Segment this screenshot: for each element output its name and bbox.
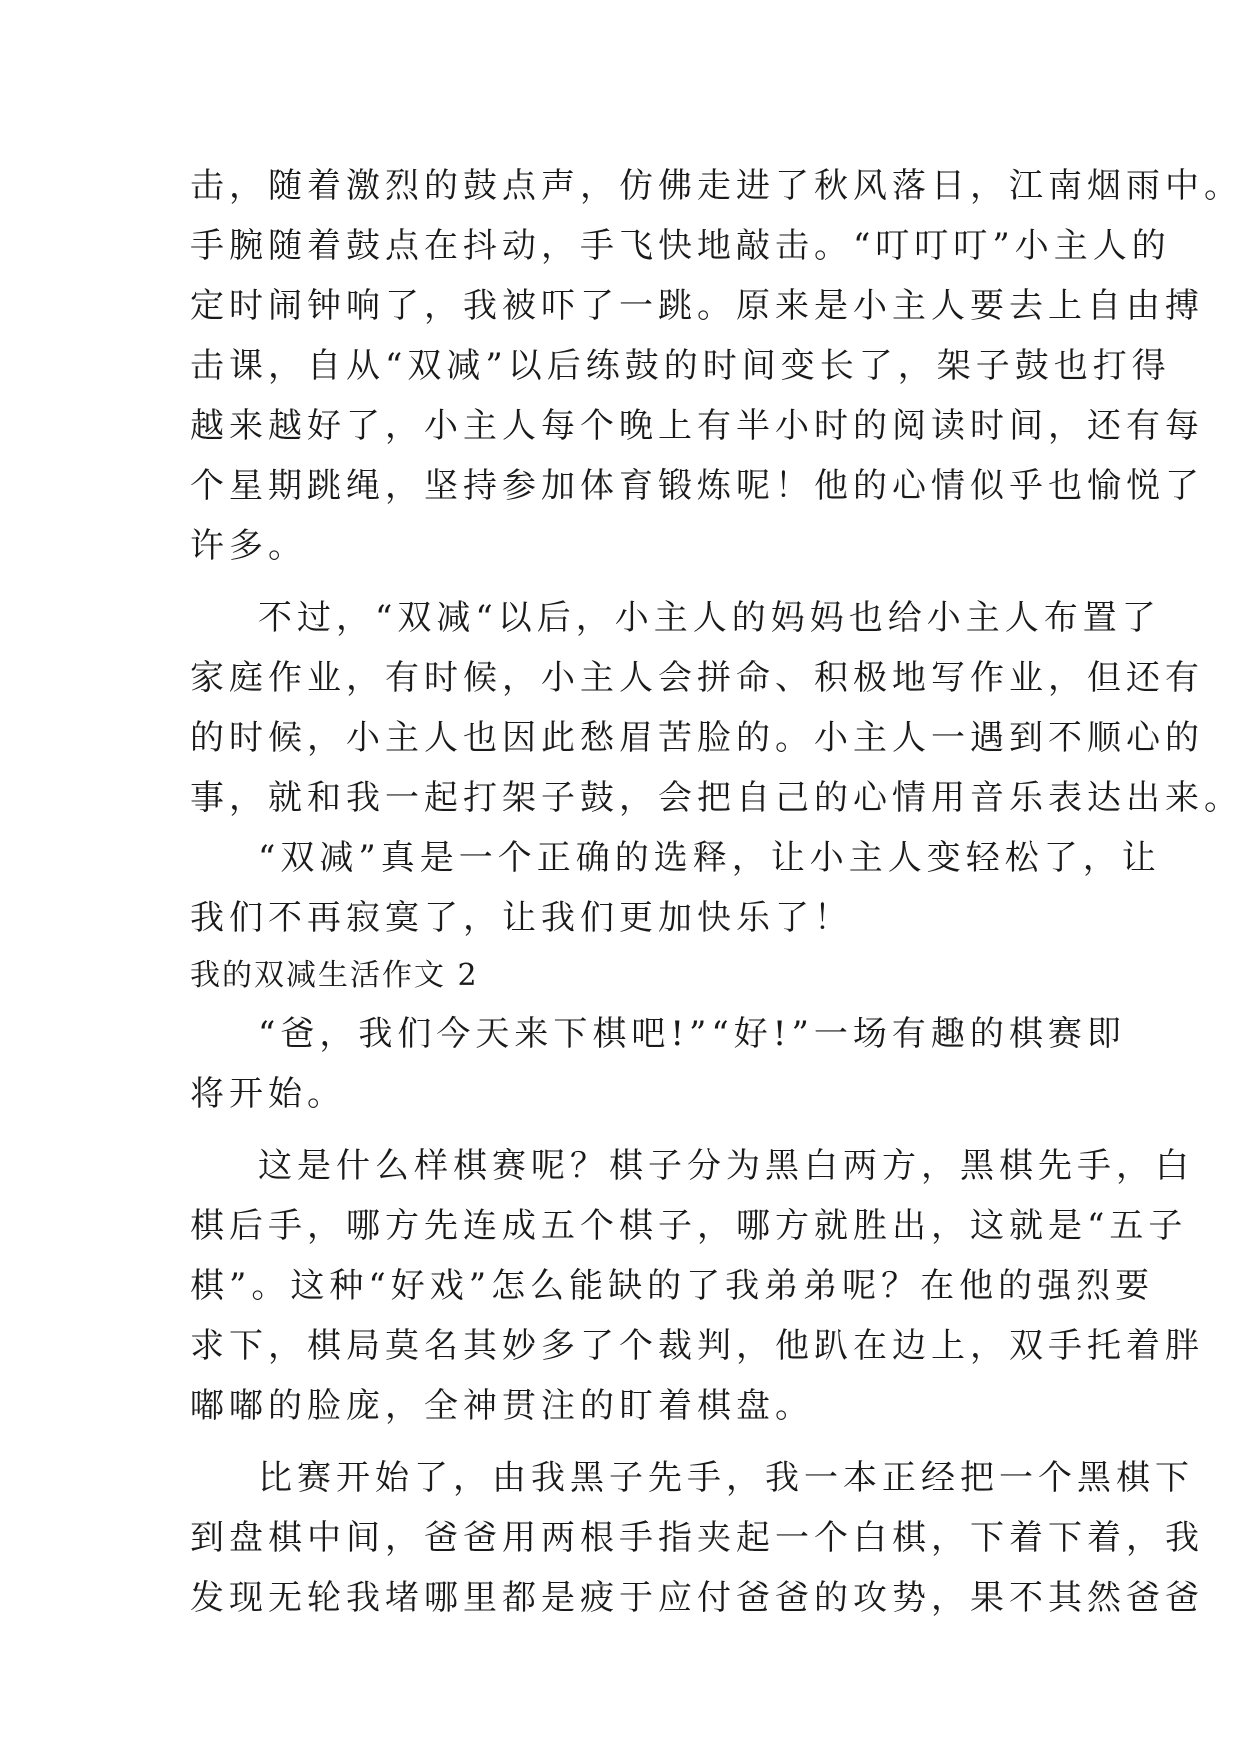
paragraph-gap <box>190 576 1050 588</box>
text-line: 击，随着激烈的鼓点声，仿佛走进了秋风落日，江南烟雨中。 <box>190 166 1243 206</box>
paragraph <box>190 1136 1204 1436</box>
text-line: 我们不再寂寞了，让我们更加快乐了！ <box>190 898 853 938</box>
text-line: 家庭作业，有时候，小主人会拼命、积极地写作业，但还有 <box>190 658 1204 698</box>
paragraph <box>190 588 1243 828</box>
text-line: 发现无轮我堵哪里都是疲于应付爸爸的攻势，果不其然爸爸 <box>190 1578 1204 1618</box>
paragraph-gap <box>190 1436 1050 1448</box>
text-line: 这是什么样棋赛呢？棋子分为黑白两方，黑棋先手，白 <box>258 1146 1194 1186</box>
text-line: 的时候，小主人也因此愁眉苦脸的。小主人一遇到不顺心的 <box>190 718 1204 758</box>
text-line: 到盘棋中间，爸爸用两根手指夹起一个白棋，下着下着，我 <box>190 1518 1204 1558</box>
text-line: 许多。 <box>190 526 307 566</box>
text-line: 将开始。 <box>190 1074 346 1114</box>
text-line: 比赛开始了，由我黑子先手，我一本正经把一个黑棋下 <box>258 1458 1194 1498</box>
text-line: 求下，棋局莫名其妙多了个裁判，他趴在边上，双手托着胖 <box>190 1326 1204 1366</box>
paragraph <box>190 828 1161 948</box>
text-line: 不过，“双减“以后，小主人的妈妈也给小主人布置了 <box>258 598 1161 638</box>
text-line: 个星期跳绳，坚持参加体育锻炼呢！他的心情似乎也愉悦了 <box>190 466 1204 506</box>
text-line: 手腕随着鼓点在抖动，手飞快地敲击。“叮叮叮”小主人的 <box>190 226 1171 266</box>
document-body <box>190 156 1243 1628</box>
text-line: “双减”真是一个正确的选释，让小主人变轻松了，让 <box>258 838 1161 878</box>
paragraph-gap <box>190 1124 1050 1136</box>
text-line: 越来越好了，小主人每个晚上有半小时的阅读时间，还有每 <box>190 406 1204 446</box>
paragraph <box>190 1004 1126 1124</box>
text-line: 定时闹钟响了，我被吓了一跳。原来是小主人要去上自由搏 <box>190 286 1204 326</box>
text-line: “爸，我们今天来下棋吧!”“好!”一场有趣的棋赛即 <box>258 1014 1126 1054</box>
text-line: 棋”。这种“好戏”怎么能缺的了我弟弟呢？在他的强烈要 <box>190 1266 1155 1306</box>
text-line: 嘟嘟的脸庞，全神贯注的盯着棋盘。 <box>190 1386 814 1426</box>
paragraph <box>190 156 1243 576</box>
paragraph <box>190 1448 1204 1628</box>
section-heading: 我的双减生活作文 2 <box>190 958 479 993</box>
text-line: 事，就和我一起打架子鼓，会把自己的心情用音乐表达出来。 <box>190 778 1243 818</box>
text-line: 棋后手，哪方先连成五个棋子，哪方就胜出，这就是“五子 <box>190 1206 1188 1246</box>
text-line: 击课，自从“双减”以后练鼓的时间变长了，架子鼓也打得 <box>190 346 1171 386</box>
